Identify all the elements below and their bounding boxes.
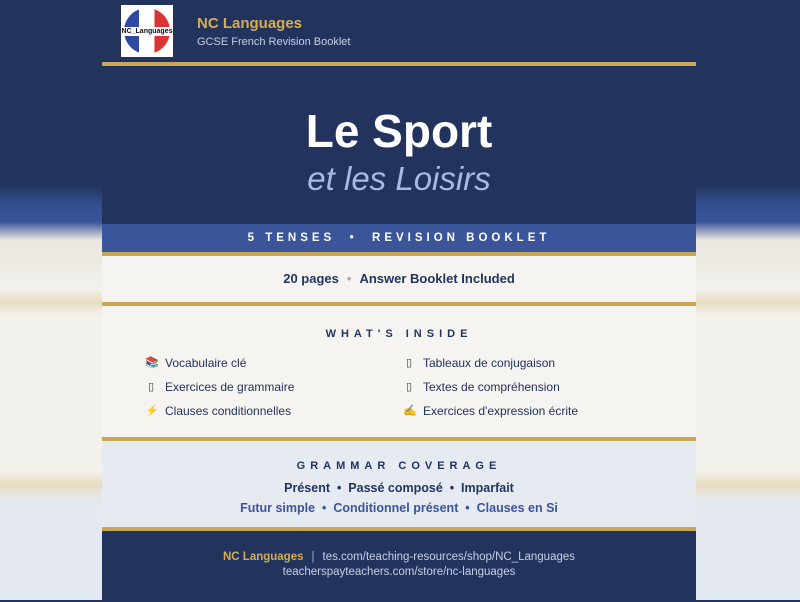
item-label: Exercices de grammaire bbox=[165, 380, 295, 394]
tes-link[interactable]: tes.com/teaching-resources/shop/NC_Languages bbox=[322, 551, 576, 563]
footer-brand: NC Languages bbox=[222, 551, 304, 563]
whats-inside bbox=[102, 306, 696, 437]
section-heading: WHAT'S INSIDE bbox=[325, 328, 473, 340]
separator: • bbox=[346, 271, 352, 286]
item-icon: ▯ bbox=[405, 357, 413, 369]
header bbox=[102, 0, 696, 62]
page-count: 20 pages bbox=[283, 271, 339, 286]
item-icon: ▯ bbox=[405, 381, 413, 393]
list-item bbox=[145, 404, 403, 418]
list-item bbox=[145, 356, 403, 370]
logo-text: NC_Languages bbox=[121, 27, 173, 35]
hero bbox=[102, 66, 696, 224]
brand-name: NC Languages bbox=[197, 14, 303, 32]
booklet-cover bbox=[102, 0, 696, 600]
item-icon: ▯ bbox=[147, 381, 155, 393]
item-label: Tableaux de conjugaison bbox=[423, 356, 556, 370]
grammar-line-2: Futur simple • Conditionnel présent • Clauses en Si bbox=[240, 501, 558, 515]
logo bbox=[121, 5, 173, 57]
item-icon: ⚡ bbox=[145, 405, 159, 417]
list-item bbox=[403, 380, 663, 394]
separator: | bbox=[311, 551, 315, 563]
title: Le Sport bbox=[305, 105, 493, 157]
list-item bbox=[403, 404, 663, 418]
tpt-link[interactable]: teacherspayteachers.com/store/nc-languages bbox=[282, 566, 516, 578]
grammar-coverage bbox=[102, 441, 696, 527]
tenses-band: 5 TENSES • REVISION BOOKLET bbox=[102, 224, 696, 252]
grammar-line-1: Présent • Passé composé • Imparfait bbox=[284, 481, 514, 495]
item-icon: ✍ bbox=[403, 405, 417, 417]
item-icon: 📚 bbox=[145, 357, 159, 369]
list-item bbox=[145, 380, 403, 394]
item-label: Clauses conditionnelles bbox=[165, 404, 292, 418]
subtitle: et les Loisirs bbox=[307, 160, 491, 197]
brand-subtitle: GCSE French Revision Booklet bbox=[197, 35, 351, 48]
list-item bbox=[403, 356, 663, 370]
item-label: Textes de compréhension bbox=[423, 380, 560, 394]
info-row bbox=[102, 256, 696, 302]
item-label: Exercices d'expression écrite bbox=[423, 404, 579, 418]
answer-booklet: Answer Booklet Included bbox=[359, 271, 515, 286]
footer bbox=[102, 531, 696, 602]
item-label: Vocabulaire clé bbox=[165, 356, 247, 370]
section-heading: GRAMMAR COVERAGE bbox=[296, 460, 502, 472]
